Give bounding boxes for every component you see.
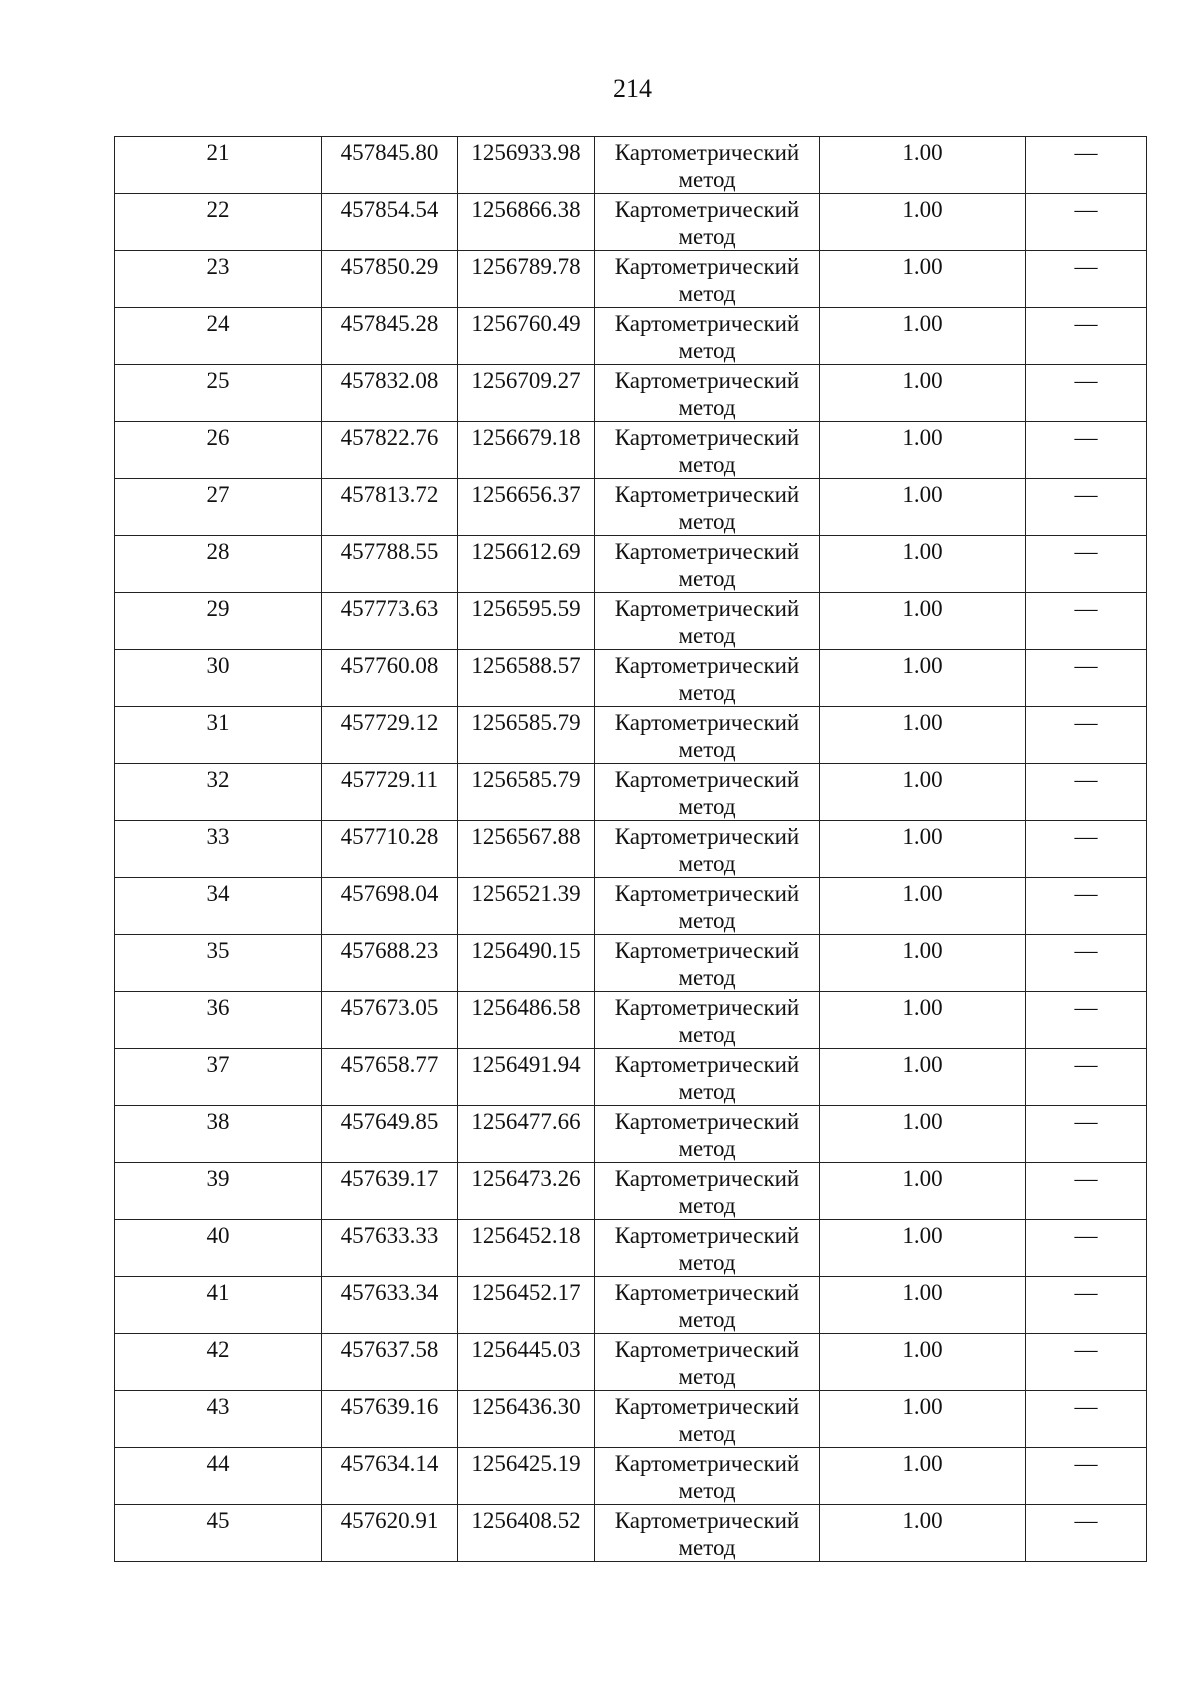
note-cell: — <box>1026 137 1147 194</box>
method-text-line-1: Картометрический <box>614 938 800 963</box>
y-coordinate-cell: 1256760.49 <box>458 308 595 365</box>
y-coordinate-cell: 1256679.18 <box>458 422 595 479</box>
method-text-line-1: Картометрический <box>614 596 800 621</box>
table-row <box>115 1220 1147 1277</box>
note-cell: — <box>1026 1448 1147 1505</box>
method-cell <box>595 536 820 593</box>
y-coordinate-cell: 1256452.18 <box>458 1220 595 1277</box>
note-cell: — <box>1026 1334 1147 1391</box>
y-coordinate-cell: 1256933.98 <box>458 137 595 194</box>
method-cell <box>595 707 820 764</box>
accuracy-cell: 1.00 <box>820 1505 1026 1562</box>
coordinates-table-body <box>115 137 1147 1562</box>
accuracy-cell: 1.00 <box>820 593 1026 650</box>
point-number-cell: 22 <box>115 194 322 251</box>
method-cell <box>595 194 820 251</box>
method-text-line-1: Картометрический <box>614 197 800 222</box>
note-cell: — <box>1026 1049 1147 1106</box>
note-cell: — <box>1026 251 1147 308</box>
x-coordinate-cell: 457854.54 <box>322 194 458 251</box>
y-coordinate-cell: 1256473.26 <box>458 1163 595 1220</box>
method-text-line-2: метод <box>678 794 736 819</box>
method-text-line-2: метод <box>678 1079 736 1104</box>
note-cell: — <box>1026 1163 1147 1220</box>
accuracy-cell: 1.00 <box>820 1163 1026 1220</box>
method-text-line-2: метод <box>678 623 736 648</box>
note-cell: — <box>1026 821 1147 878</box>
note-cell: — <box>1026 1277 1147 1334</box>
accuracy-cell: 1.00 <box>820 764 1026 821</box>
method-cell <box>595 1220 820 1277</box>
x-coordinate-cell: 457698.04 <box>322 878 458 935</box>
accuracy-cell: 1.00 <box>820 1334 1026 1391</box>
table-row <box>115 365 1147 422</box>
y-coordinate-cell: 1256588.57 <box>458 650 595 707</box>
table-row <box>115 137 1147 194</box>
method-cell <box>595 1505 820 1562</box>
method-text-line-1: Картометрический <box>614 1166 800 1191</box>
x-coordinate-cell: 457813.72 <box>322 479 458 536</box>
y-coordinate-cell: 1256477.66 <box>458 1106 595 1163</box>
accuracy-cell: 1.00 <box>820 650 1026 707</box>
x-coordinate-cell: 457620.91 <box>322 1505 458 1562</box>
method-cell <box>595 1448 820 1505</box>
note-cell: — <box>1026 593 1147 650</box>
x-coordinate-cell: 457633.33 <box>322 1220 458 1277</box>
coordinates-table <box>114 136 1147 1562</box>
page-number: 214 <box>613 74 652 103</box>
method-text-line-1: Картометрический <box>614 1223 800 1248</box>
point-number-cell: 41 <box>115 1277 322 1334</box>
method-text-line-1: Картометрический <box>614 1052 800 1077</box>
method-cell <box>595 821 820 878</box>
x-coordinate-cell: 457850.29 <box>322 251 458 308</box>
table-row <box>115 479 1147 536</box>
accuracy-cell: 1.00 <box>820 251 1026 308</box>
method-cell <box>595 764 820 821</box>
note-cell: — <box>1026 1505 1147 1562</box>
table-row <box>115 650 1147 707</box>
point-number-cell: 27 <box>115 479 322 536</box>
note-cell: — <box>1026 422 1147 479</box>
x-coordinate-cell: 457649.85 <box>322 1106 458 1163</box>
table-row <box>115 1049 1147 1106</box>
method-text-line-2: метод <box>678 851 736 876</box>
method-cell <box>595 479 820 536</box>
accuracy-cell: 1.00 <box>820 707 1026 764</box>
method-text-line-2: метод <box>678 1421 736 1446</box>
point-number-cell: 38 <box>115 1106 322 1163</box>
method-text-line-1: Картометрический <box>614 539 800 564</box>
y-coordinate-cell: 1256486.58 <box>458 992 595 1049</box>
point-number-cell: 29 <box>115 593 322 650</box>
method-text-line-1: Картометрический <box>614 653 800 678</box>
table-row <box>115 935 1147 992</box>
x-coordinate-cell: 457639.16 <box>322 1391 458 1448</box>
method-text-line-2: метод <box>678 1364 736 1389</box>
point-number-cell: 39 <box>115 1163 322 1220</box>
method-cell <box>595 422 820 479</box>
note-cell: — <box>1026 1391 1147 1448</box>
table-row <box>115 1391 1147 1448</box>
accuracy-cell: 1.00 <box>820 1106 1026 1163</box>
note-cell: — <box>1026 479 1147 536</box>
y-coordinate-cell: 1256452.17 <box>458 1277 595 1334</box>
method-cell <box>595 1049 820 1106</box>
method-text-line-1: Картометрический <box>614 767 800 792</box>
method-text-line-2: метод <box>678 509 736 534</box>
method-text-line-2: метод <box>678 1193 736 1218</box>
x-coordinate-cell: 457845.80 <box>322 137 458 194</box>
y-coordinate-cell: 1256567.88 <box>458 821 595 878</box>
method-text-line-2: метод <box>678 281 736 306</box>
method-text-line-1: Картометрический <box>614 881 800 906</box>
method-text-line-2: метод <box>678 452 736 477</box>
table-row <box>115 764 1147 821</box>
method-text-line-2: метод <box>678 338 736 363</box>
accuracy-cell: 1.00 <box>820 479 1026 536</box>
y-coordinate-cell: 1256445.03 <box>458 1334 595 1391</box>
table-row <box>115 707 1147 764</box>
x-coordinate-cell: 457658.77 <box>322 1049 458 1106</box>
point-number-cell: 45 <box>115 1505 322 1562</box>
y-coordinate-cell: 1256789.78 <box>458 251 595 308</box>
accuracy-cell: 1.00 <box>820 1391 1026 1448</box>
point-number-cell: 24 <box>115 308 322 365</box>
method-text-line-2: метод <box>678 680 736 705</box>
method-text-line-2: метод <box>678 224 736 249</box>
point-number-cell: 28 <box>115 536 322 593</box>
x-coordinate-cell: 457688.23 <box>322 935 458 992</box>
point-number-cell: 23 <box>115 251 322 308</box>
accuracy-cell: 1.00 <box>820 422 1026 479</box>
method-cell <box>595 137 820 194</box>
table-row <box>115 1505 1147 1562</box>
x-coordinate-cell: 457760.08 <box>322 650 458 707</box>
point-number-cell: 26 <box>115 422 322 479</box>
x-coordinate-cell: 457788.55 <box>322 536 458 593</box>
note-cell: — <box>1026 878 1147 935</box>
table-row <box>115 1334 1147 1391</box>
table-row <box>115 878 1147 935</box>
note-cell: — <box>1026 308 1147 365</box>
accuracy-cell: 1.00 <box>820 1220 1026 1277</box>
method-cell <box>595 365 820 422</box>
method-text-line-2: метод <box>678 908 736 933</box>
table-row <box>115 536 1147 593</box>
method-text-line-1: Картометрический <box>614 824 800 849</box>
method-cell <box>595 593 820 650</box>
accuracy-cell: 1.00 <box>820 1049 1026 1106</box>
table-row <box>115 1277 1147 1334</box>
method-text-line-1: Картометрический <box>614 311 800 336</box>
point-number-cell: 33 <box>115 821 322 878</box>
table-row <box>115 992 1147 1049</box>
method-text-line-1: Картометрический <box>614 1508 800 1533</box>
y-coordinate-cell: 1256656.37 <box>458 479 595 536</box>
y-coordinate-cell: 1256491.94 <box>458 1049 595 1106</box>
method-cell <box>595 1277 820 1334</box>
point-number-cell: 30 <box>115 650 322 707</box>
x-coordinate-cell: 457639.17 <box>322 1163 458 1220</box>
point-number-cell: 43 <box>115 1391 322 1448</box>
accuracy-cell: 1.00 <box>820 137 1026 194</box>
method-cell <box>595 1391 820 1448</box>
method-text-line-1: Картометрический <box>614 1394 800 1419</box>
accuracy-cell: 1.00 <box>820 1448 1026 1505</box>
method-text-line-2: метод <box>678 1250 736 1275</box>
method-cell <box>595 1163 820 1220</box>
note-cell: — <box>1026 1106 1147 1163</box>
note-cell: — <box>1026 194 1147 251</box>
method-text-line-1: Картометрический <box>614 1280 800 1305</box>
x-coordinate-cell: 457633.34 <box>322 1277 458 1334</box>
table-row <box>115 422 1147 479</box>
method-text-line-2: метод <box>678 737 736 762</box>
x-coordinate-cell: 457729.12 <box>322 707 458 764</box>
table-row <box>115 308 1147 365</box>
y-coordinate-cell: 1256612.69 <box>458 536 595 593</box>
point-number-cell: 21 <box>115 137 322 194</box>
y-coordinate-cell: 1256866.38 <box>458 194 595 251</box>
note-cell: — <box>1026 650 1147 707</box>
accuracy-cell: 1.00 <box>820 992 1026 1049</box>
method-text-line-1: Картометрический <box>614 254 800 279</box>
accuracy-cell: 1.00 <box>820 935 1026 992</box>
note-cell: — <box>1026 1220 1147 1277</box>
method-cell <box>595 935 820 992</box>
method-cell <box>595 1334 820 1391</box>
accuracy-cell: 1.00 <box>820 1277 1026 1334</box>
x-coordinate-cell: 457729.11 <box>322 764 458 821</box>
method-text-line-2: метод <box>678 1478 736 1503</box>
x-coordinate-cell: 457773.63 <box>322 593 458 650</box>
accuracy-cell: 1.00 <box>820 536 1026 593</box>
table-row <box>115 821 1147 878</box>
accuracy-cell: 1.00 <box>820 194 1026 251</box>
y-coordinate-cell: 1256585.79 <box>458 707 595 764</box>
method-cell <box>595 878 820 935</box>
table-row <box>115 1163 1147 1220</box>
accuracy-cell: 1.00 <box>820 821 1026 878</box>
note-cell: — <box>1026 536 1147 593</box>
method-cell <box>595 1106 820 1163</box>
method-text-line-1: Картометрический <box>614 1451 800 1476</box>
point-number-cell: 31 <box>115 707 322 764</box>
method-text-line-2: метод <box>678 1535 736 1560</box>
y-coordinate-cell: 1256709.27 <box>458 365 595 422</box>
x-coordinate-cell: 457710.28 <box>322 821 458 878</box>
method-cell <box>595 308 820 365</box>
note-cell: — <box>1026 707 1147 764</box>
y-coordinate-cell: 1256521.39 <box>458 878 595 935</box>
method-text-line-1: Картометрический <box>614 995 800 1020</box>
method-cell <box>595 251 820 308</box>
point-number-cell: 32 <box>115 764 322 821</box>
point-number-cell: 36 <box>115 992 322 1049</box>
method-text-line-1: Картометрический <box>614 482 800 507</box>
method-text-line-2: метод <box>678 566 736 591</box>
method-text-line-2: метод <box>678 167 736 192</box>
method-text-line-2: метод <box>678 395 736 420</box>
method-text-line-1: Картометрический <box>614 425 800 450</box>
method-text-line-1: Картометрический <box>614 368 800 393</box>
point-number-cell: 40 <box>115 1220 322 1277</box>
y-coordinate-cell: 1256436.30 <box>458 1391 595 1448</box>
table-row <box>115 1448 1147 1505</box>
note-cell: — <box>1026 935 1147 992</box>
table-row <box>115 1106 1147 1163</box>
accuracy-cell: 1.00 <box>820 365 1026 422</box>
method-text-line-2: метод <box>678 965 736 990</box>
x-coordinate-cell: 457832.08 <box>322 365 458 422</box>
note-cell: — <box>1026 365 1147 422</box>
table-row <box>115 593 1147 650</box>
point-number-cell: 37 <box>115 1049 322 1106</box>
method-text-line-2: метод <box>678 1136 736 1161</box>
point-number-cell: 35 <box>115 935 322 992</box>
method-text-line-1: Картометрический <box>614 1337 800 1362</box>
method-text-line-2: метод <box>678 1307 736 1332</box>
method-cell <box>595 650 820 707</box>
method-text-line-2: метод <box>678 1022 736 1047</box>
x-coordinate-cell: 457673.05 <box>322 992 458 1049</box>
point-number-cell: 44 <box>115 1448 322 1505</box>
y-coordinate-cell: 1256595.59 <box>458 593 595 650</box>
point-number-cell: 42 <box>115 1334 322 1391</box>
x-coordinate-cell: 457822.76 <box>322 422 458 479</box>
point-number-cell: 25 <box>115 365 322 422</box>
note-cell: — <box>1026 992 1147 1049</box>
y-coordinate-cell: 1256425.19 <box>458 1448 595 1505</box>
table-row <box>115 251 1147 308</box>
y-coordinate-cell: 1256490.15 <box>458 935 595 992</box>
x-coordinate-cell: 457637.58 <box>322 1334 458 1391</box>
x-coordinate-cell: 457634.14 <box>322 1448 458 1505</box>
point-number-cell: 34 <box>115 878 322 935</box>
x-coordinate-cell: 457845.28 <box>322 308 458 365</box>
table-row <box>115 194 1147 251</box>
method-text-line-1: Картометрический <box>614 710 800 735</box>
note-cell: — <box>1026 764 1147 821</box>
method-cell <box>595 992 820 1049</box>
y-coordinate-cell: 1256408.52 <box>458 1505 595 1562</box>
accuracy-cell: 1.00 <box>820 878 1026 935</box>
y-coordinate-cell: 1256585.79 <box>458 764 595 821</box>
method-text-line-1: Картометрический <box>614 140 800 165</box>
method-text-line-1: Картометрический <box>614 1109 800 1134</box>
accuracy-cell: 1.00 <box>820 308 1026 365</box>
